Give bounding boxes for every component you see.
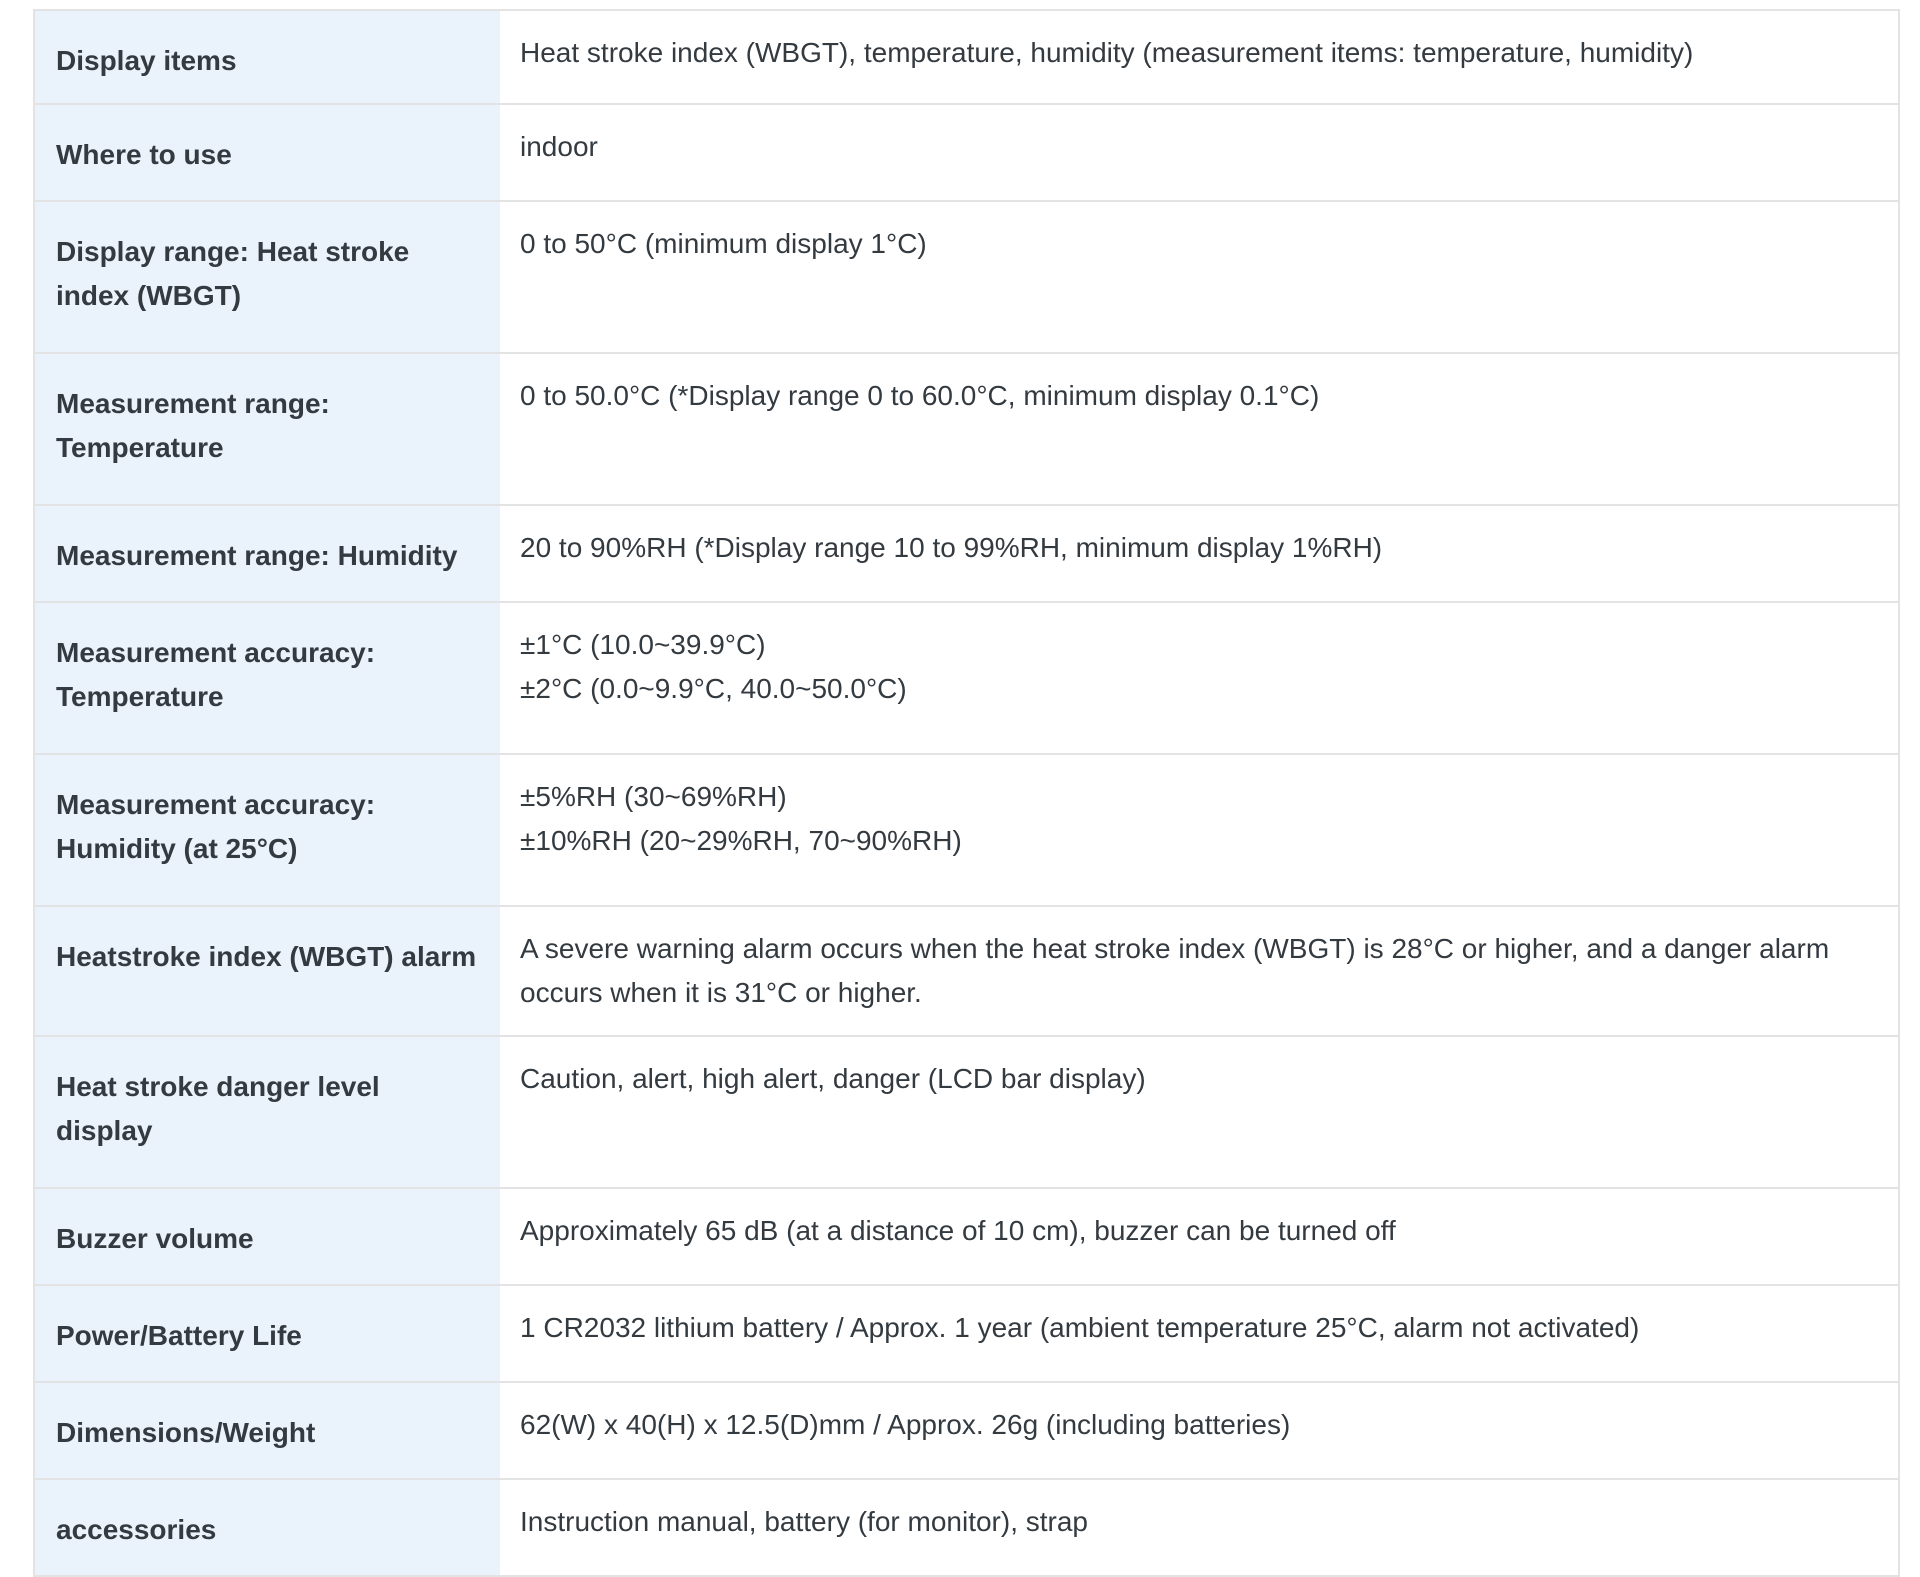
row-value-line: Instruction manual, battery (for monitor), strap [520,1506,1088,1537]
table-row [34,1479,1899,1576]
row-value-line: 0 to 50°C (minimum display 1°C) [520,228,927,259]
row-label: Measurement accuracy: Temperature [34,602,500,754]
row-label: Measurement range: Humidity [34,505,500,602]
row-label: Display range: Heat stroke index (WBGT) [34,201,500,353]
row-value-line: 1 CR2032 lithium battery / Approx. 1 year (ambient temperature 25°C, alarm not activated) [520,1312,1640,1343]
row-value [500,1285,1899,1382]
row-value-line: 0 to 50.0°C (*Display range 0 to 60.0°C, minimum display 0.1°C) [520,380,1320,411]
row-value [500,1479,1899,1576]
row-value [500,754,1899,906]
spec-table-body [34,10,1899,1576]
row-value-line: Approximately 65 dB (at a distance of 10 cm), buzzer can be turned off [520,1215,1396,1246]
row-label: Where to use [34,104,500,201]
table-row [34,1036,1899,1188]
row-label: Measurement range: Temperature [34,353,500,505]
table-row [34,754,1899,906]
table-row [34,1382,1899,1479]
row-label: Buzzer volume [34,1188,500,1285]
row-label: Display items [34,10,500,104]
row-value [500,1188,1899,1285]
table-row [34,1188,1899,1285]
row-value-line: 62(W) x 40(H) x 12.5(D)mm / Approx. 26g (including batteries) [520,1409,1291,1440]
table-row [34,104,1899,201]
spec-table [33,9,1900,1577]
row-value-line: indoor [520,131,598,162]
row-value [500,104,1899,201]
row-value-line: Caution, alert, high alert, danger (LCD bar display) [520,1063,1146,1094]
table-row [34,906,1899,1036]
table-row [34,602,1899,754]
row-value-line: ±1°C (10.0~39.9°C) [520,629,766,660]
row-label: Heat stroke danger level display [34,1036,500,1188]
row-label: Heatstroke index (WBGT) alarm [34,906,500,1036]
table-row [34,353,1899,505]
row-value-line: Heat stroke index (WBGT), temperature, humidity (measurement items: temperature, humidity) [520,37,1694,68]
row-value [500,1382,1899,1479]
row-value-line: ±2°C (0.0~9.9°C, 40.0~50.0°C) [520,673,907,704]
table-row [34,10,1899,104]
table-row [34,201,1899,353]
row-value [500,906,1899,1036]
row-value-line: A severe warning alarm occurs when the heat stroke index (WBGT) is 28°C or higher, and a danger alarm occurs when it is 31°C or higher. [520,933,1830,1008]
row-value [500,10,1899,104]
table-row [34,505,1899,602]
row-value-line: ±5%RH (30~69%RH) [520,781,787,812]
row-value-line: 20 to 90%RH (*Display range 10 to 99%RH, minimum display 1%RH) [520,532,1383,563]
row-value [500,1036,1899,1188]
row-label: accessories [34,1479,500,1576]
row-label: Power/Battery Life [34,1285,500,1382]
row-label: Dimensions/Weight [34,1382,500,1479]
row-value [500,505,1899,602]
row-value [500,201,1899,353]
row-value [500,602,1899,754]
row-label: Measurement accuracy: Humidity (at 25°C) [34,754,500,906]
row-value-line: ±10%RH (20~29%RH, 70~90%RH) [520,825,962,856]
table-row [34,1285,1899,1382]
row-value [500,353,1899,505]
